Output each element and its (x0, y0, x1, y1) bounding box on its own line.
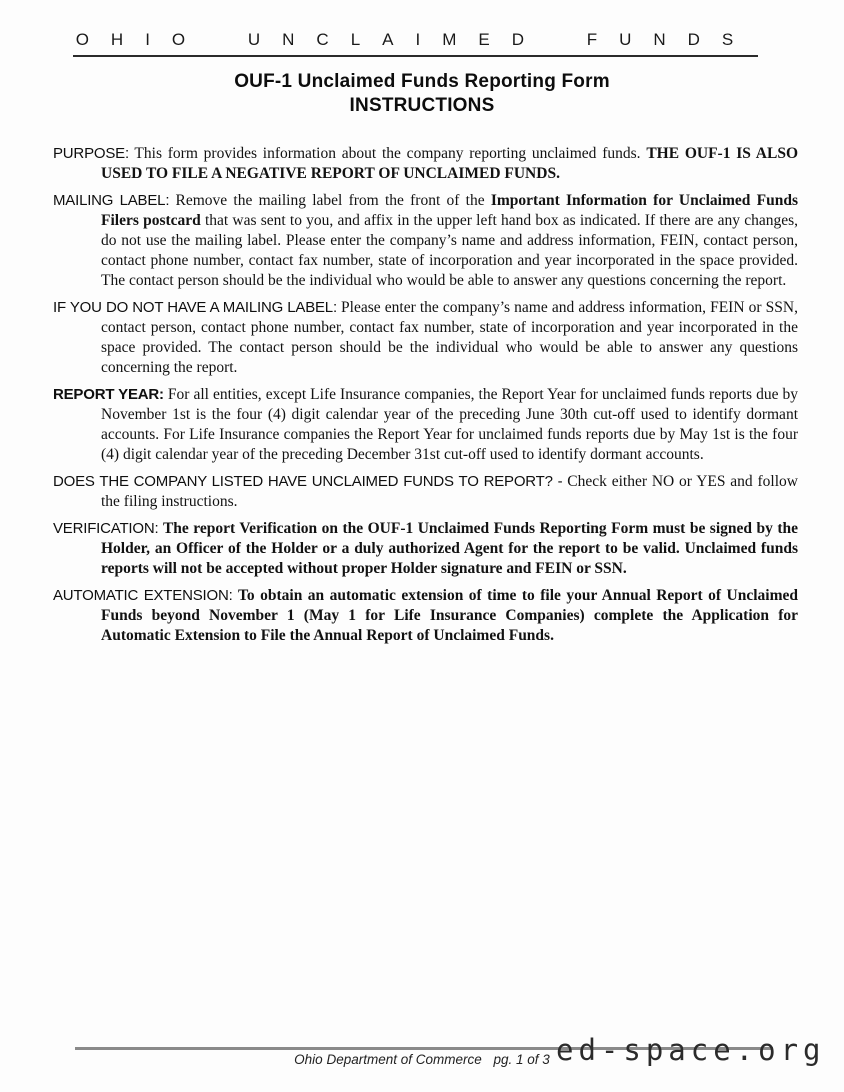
section-mailing-label (53, 191, 798, 291)
header-banner (73, 30, 758, 57)
section-unclaimed-funds-question (53, 472, 798, 512)
section-report-year (53, 385, 798, 465)
section-no-mailing-label-label: IF YOU DO NOT HAVE A MAILING LABEL: (53, 299, 337, 316)
section-no-mailing-label-text: Please enter the company’s name and address information, FEIN or SSN, contact person, contact phone number, contact fax number, state of incorporation and year incorporated in the space provided. The contact person should be the individual who would be able to answer any questions concerning the report. (101, 299, 798, 376)
instructions-body (53, 144, 798, 653)
section-no-mailing-label (53, 298, 798, 378)
watermark: ed-space.org (556, 1033, 826, 1067)
section-verification-label: VERIFICATION: (53, 520, 159, 537)
section-purpose-text: This form provides information about the company reporting unclaimed funds. (134, 145, 641, 162)
section-unclaimed-funds-question-label: DOES THE COMPANY LISTED HAVE UNCLAIMED FUNDS TO REPORT? - (53, 473, 563, 490)
section-mailing-label-text: Remove the mailing label from the front of the (175, 192, 485, 209)
section-unclaimed-funds-question-text: Check either NO or YES and follow the filing instructions. (101, 473, 798, 510)
title-form-name: OUF-1 Unclaimed Funds Reporting Form (234, 71, 610, 92)
footer-page-indicator: pg. 1 of 3 (493, 1052, 550, 1067)
section-automatic-extension-label: AUTOMATIC EXTENSION: (53, 587, 233, 604)
section-purpose-label: PURPOSE: (53, 145, 129, 162)
section-mailing-label-label: MAILING LABEL: (53, 192, 170, 209)
document-title (0, 70, 844, 118)
section-mailing-label-text-after: that was sent to you, and affix in the upper left hand box as indicated. If there are any changes, do not use the mailing label. Please enter the company’s name and address information, FEIN, contact person, contact phone number, contact fax number, state of incorporation and year incorporated in the space provided. The contact person should be the individual who would be able to answer any questions concerning the report. (101, 212, 798, 289)
section-automatic-extension (53, 586, 798, 646)
header-banner-text: OHIO UNCLAIMED FUNDS (75, 30, 756, 49)
section-mailing-label-text-bold: Important Information for Unclaimed Funds Filers postcard (101, 192, 798, 229)
section-verification-text-bold: The report Verification on the OUF-1 Unclaimed Funds Reporting Form must be signed by the Holder, an Officer of the Holder or a duly authorized Agent for the report to be valid. Unclaimed funds reports will not be accepted without proper Holder signature and FEIN or SSN. (101, 520, 798, 577)
section-purpose (53, 144, 798, 184)
section-report-year-label: REPORT YEAR: (53, 386, 164, 403)
title-instructions: INSTRUCTIONS (349, 95, 495, 116)
section-automatic-extension-text-bold: To obtain an automatic extension of time to file your Annual Report of Unclaimed Funds beyond November 1 (May 1 for Life Insurance Companies) complete the Application for Automatic Extension to File the Annual Report of Unclaimed Funds. (101, 587, 798, 644)
section-purpose-text-bold: THE OUF-1 IS ALSO USED TO FILE A NEGATIVE REPORT OF UNCLAIMED FUNDS. (101, 145, 799, 182)
footer-department: Ohio Department of Commerce (294, 1052, 482, 1067)
section-report-year-text: For all entities, except Life Insurance companies, the Report Year for unclaimed funds reports due by November 1st is the four (4) digit calendar year of the preceding June 30th cut-off used to identify dormant accounts. For Life Insurance companies the Report Year for unclaimed funds reports due by May 1st is the four (4) digit calendar year of the preceding December 31st cut-off used to identify dormant accounts. (101, 386, 799, 463)
section-verification (53, 519, 798, 579)
